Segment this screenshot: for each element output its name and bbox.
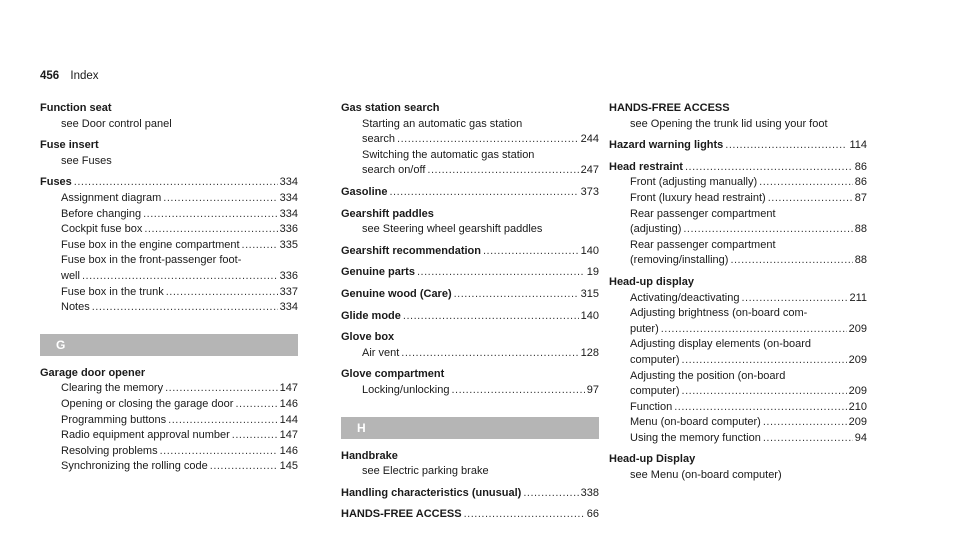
subentry-label: search bbox=[362, 133, 396, 146]
subentry-label-line: Fuse box in the front-passenger foot- bbox=[61, 254, 242, 267]
page-ref: 210 bbox=[848, 400, 867, 413]
index-entry bbox=[609, 138, 867, 154]
page-ref: 373 bbox=[580, 185, 599, 198]
page-ref: 338 bbox=[580, 486, 599, 499]
section-letter-g: G bbox=[40, 334, 298, 356]
page-ref: 86 bbox=[854, 160, 867, 173]
page-ref: 19 bbox=[586, 266, 599, 279]
page-ref: 334 bbox=[279, 301, 298, 314]
page-ref: 87 bbox=[854, 191, 867, 204]
index-entry-title: Handling characteristics (unusual) bbox=[341, 486, 522, 499]
subentry-label-line: Starting an automatic gas station bbox=[362, 117, 523, 130]
page-title: Index bbox=[70, 70, 99, 82]
index-subentry bbox=[609, 191, 867, 207]
index-entry-title: Fuse insert bbox=[40, 139, 99, 152]
page-ref: 315 bbox=[580, 287, 599, 300]
index-entry-title: Handbrake bbox=[341, 449, 398, 462]
index-subentry bbox=[40, 300, 298, 316]
index-entry-title: Head-up display bbox=[609, 275, 694, 288]
subentry-label: Synchronizing the rolling code bbox=[61, 460, 208, 473]
subentry-label-line: Rear passenger compartment bbox=[630, 238, 776, 251]
subentry-label: computer) bbox=[630, 353, 680, 366]
index-see-reference: see Electric parking brake bbox=[362, 465, 489, 478]
page-ref: 336 bbox=[279, 223, 298, 236]
index-subentry bbox=[40, 238, 298, 254]
subentry-label: search on/off bbox=[362, 164, 426, 177]
page-ref: 88 bbox=[854, 254, 867, 267]
index-subentry bbox=[40, 285, 298, 301]
index-subentry bbox=[40, 381, 298, 397]
subentry-label: Locking/unlocking bbox=[362, 383, 450, 396]
index-subentry bbox=[40, 222, 298, 238]
index-subentry bbox=[609, 415, 867, 431]
index-entry-title: Head-up Display bbox=[609, 453, 696, 466]
index-column-3 bbox=[609, 101, 867, 484]
index-see-reference: see Door control panel bbox=[61, 117, 172, 130]
index-see-reference: see Opening the trunk lid using your foot bbox=[630, 117, 828, 130]
index-entry-title: Glove compartment bbox=[341, 368, 445, 381]
subentry-label: (adjusting) bbox=[630, 223, 682, 236]
subentry-label: Air vent bbox=[362, 346, 400, 359]
page-ref: 334 bbox=[279, 191, 298, 204]
index-entry bbox=[341, 507, 599, 523]
page-ref: 114 bbox=[849, 139, 867, 152]
page-ref: 209 bbox=[848, 416, 867, 429]
page-ref: 146 bbox=[279, 444, 298, 457]
page-ref: 88 bbox=[854, 223, 867, 236]
subentry-label: Front (adjusting manually) bbox=[630, 176, 758, 189]
index-entry bbox=[341, 486, 599, 502]
page-ref: 146 bbox=[279, 397, 298, 410]
index-entry-title: Glide mode bbox=[341, 309, 401, 322]
index-entry-title: Fuses bbox=[40, 176, 72, 189]
page-ref: 140 bbox=[580, 244, 599, 257]
page-ref: 209 bbox=[848, 385, 867, 398]
subentry-label: computer) bbox=[630, 385, 680, 398]
page-header bbox=[40, 70, 99, 82]
index-subentry bbox=[609, 253, 867, 269]
subentry-label: Using the memory function bbox=[630, 431, 761, 444]
index-entry bbox=[609, 160, 867, 176]
index-entry bbox=[40, 175, 298, 191]
index-subentry bbox=[341, 132, 599, 148]
index-see-reference: see Steering wheel gearshift paddles bbox=[362, 223, 543, 236]
index-see-reference: see Fuses bbox=[61, 154, 112, 167]
subentry-label-line: Adjusting display elements (on-board bbox=[630, 338, 811, 351]
page-ref: 336 bbox=[279, 269, 298, 282]
page-ref: 244 bbox=[580, 133, 599, 146]
page-number: 456 bbox=[40, 70, 60, 82]
subentry-label: Opening or closing the garage door bbox=[61, 397, 234, 410]
index-entry-title: Head restraint bbox=[609, 160, 683, 173]
index-entry-title: Function seat bbox=[40, 102, 112, 114]
page-ref: 335 bbox=[279, 238, 298, 251]
index-entry-title: Glove box bbox=[341, 331, 395, 344]
index-subentry bbox=[341, 383, 599, 399]
index-subentry bbox=[609, 384, 867, 400]
page-ref: 334 bbox=[279, 176, 298, 189]
page-ref: 144 bbox=[279, 413, 298, 426]
index-subentry bbox=[40, 413, 298, 429]
index-entry-title: Genuine parts bbox=[341, 266, 415, 279]
index-subentry bbox=[40, 428, 298, 444]
index-entry bbox=[341, 309, 599, 325]
subentry-label: Before changing bbox=[61, 207, 142, 220]
subentry-label: Activating/deactivating bbox=[630, 291, 740, 304]
page-ref: 334 bbox=[279, 207, 298, 220]
index-see-reference: see Menu (on-board computer) bbox=[630, 469, 782, 482]
index-subentry bbox=[40, 269, 298, 285]
index-subentry bbox=[609, 400, 867, 416]
index-subentry bbox=[609, 353, 867, 369]
index-entry-title: Hazard warning lights bbox=[609, 139, 724, 152]
index-subentry bbox=[341, 346, 599, 362]
page-ref: 94 bbox=[854, 431, 867, 444]
subentry-label: Radio equipment approval number bbox=[61, 429, 230, 442]
index-entry-title: Gasoline bbox=[341, 185, 388, 198]
subentry-label: (removing/installing) bbox=[630, 254, 729, 267]
index-subentry bbox=[609, 222, 867, 238]
index-entry bbox=[341, 265, 599, 281]
index-subentry bbox=[40, 444, 298, 460]
index-subentry bbox=[40, 397, 298, 413]
index-subentry bbox=[40, 207, 298, 223]
subentry-label: puter) bbox=[630, 322, 659, 335]
subentry-label: Programming buttons bbox=[61, 413, 167, 426]
subentry-label: Function bbox=[630, 400, 673, 413]
subentry-label: Fuse box in the engine compartment bbox=[61, 238, 240, 251]
page-ref: 247 bbox=[580, 164, 599, 177]
index-entry bbox=[341, 244, 599, 260]
index-subentry bbox=[40, 191, 298, 207]
page-ref: 86 bbox=[854, 176, 867, 189]
index-subentry bbox=[609, 322, 867, 338]
index-entry bbox=[341, 185, 599, 201]
subentry-label: well bbox=[61, 269, 80, 282]
index-entry-title: Gearshift paddles bbox=[341, 207, 434, 220]
index-subentry bbox=[609, 175, 867, 191]
index-entry-title: Garage door opener bbox=[40, 366, 146, 379]
index-subentry bbox=[609, 291, 867, 307]
subentry-label: Fuse box in the trunk bbox=[61, 285, 164, 298]
subentry-label: Menu (on-board computer) bbox=[630, 416, 761, 429]
page-ref: 209 bbox=[848, 322, 867, 335]
page-ref: 128 bbox=[580, 346, 599, 359]
subentry-label: Assignment diagram bbox=[61, 191, 162, 204]
page-ref: 140 bbox=[580, 309, 599, 322]
page-ref: 337 bbox=[279, 285, 298, 298]
index-column-1 bbox=[40, 101, 298, 475]
index-entry-title: Gas station search bbox=[341, 102, 440, 114]
index-column-2 bbox=[341, 101, 599, 523]
subentry-label-line: Adjusting brightness (on-board com- bbox=[630, 307, 808, 320]
page-ref: 147 bbox=[279, 382, 298, 395]
index-entry-title: HANDS-FREE ACCESS bbox=[609, 102, 730, 114]
index-subentry bbox=[341, 163, 599, 179]
subentry-label: Front (luxury head restraint) bbox=[630, 191, 766, 204]
subentry-label-line: Adjusting the position (on-board bbox=[630, 369, 786, 382]
page-ref: 209 bbox=[848, 353, 867, 366]
subentry-label-line: Rear passenger compartment bbox=[630, 207, 776, 220]
subentry-label: Clearing the memory bbox=[61, 382, 164, 395]
index-entry-title: Gearshift recommendation bbox=[341, 244, 481, 257]
index-entry-title: HANDS-FREE ACCESS bbox=[341, 508, 462, 521]
page-ref: 145 bbox=[279, 460, 298, 473]
index-entry-title: Genuine wood (Care) bbox=[341, 287, 452, 300]
index-subentry bbox=[40, 459, 298, 475]
subentry-label-line: Switching the automatic gas station bbox=[362, 148, 535, 161]
page-ref: 147 bbox=[279, 429, 298, 442]
index-subentry bbox=[609, 431, 867, 447]
page-ref: 97 bbox=[586, 383, 599, 396]
page-ref: 211 bbox=[849, 291, 867, 304]
index-entry bbox=[341, 287, 599, 303]
section-letter-h: H bbox=[341, 417, 599, 439]
page-ref: 66 bbox=[586, 508, 599, 521]
subentry-label: Resolving problems bbox=[61, 444, 158, 457]
subentry-label: Notes bbox=[61, 301, 90, 314]
subentry-label: Cockpit fuse box bbox=[61, 223, 143, 236]
